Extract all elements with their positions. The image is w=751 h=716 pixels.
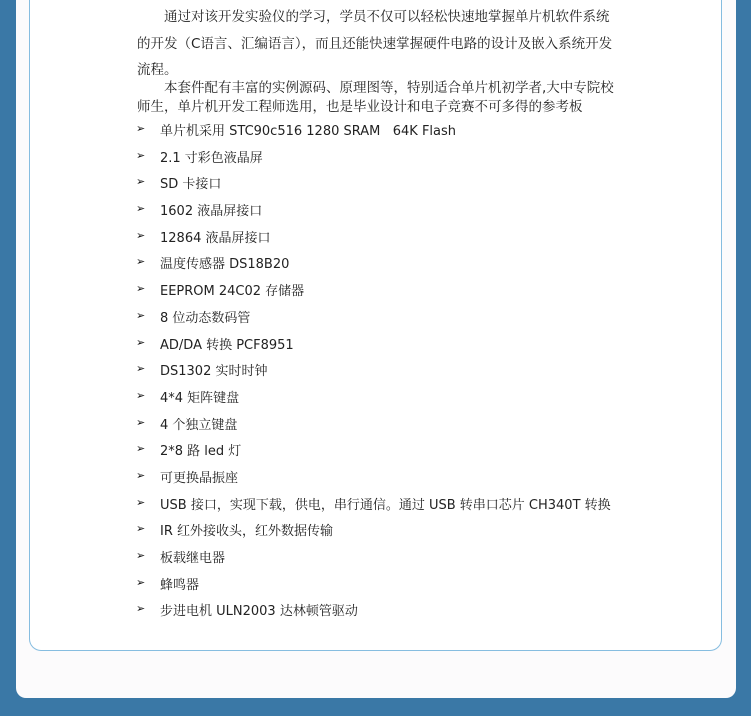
feature-list bbox=[136, 120, 611, 627]
intro-paragraph-1 bbox=[137, 4, 617, 84]
content-box bbox=[29, 0, 722, 651]
feature-text: 2.1 寸彩色液晶屏 bbox=[160, 150, 263, 166]
arrow-bullet-icon: ➢ bbox=[136, 282, 146, 296]
arrow-bullet-icon: ➢ bbox=[136, 522, 146, 536]
feature-item bbox=[136, 494, 611, 521]
feature-item bbox=[136, 387, 611, 414]
feature-text: 4*4 矩阵键盘 bbox=[160, 390, 240, 406]
arrow-bullet-icon: ➢ bbox=[136, 202, 146, 216]
feature-text: 1602 液晶屏接口 bbox=[160, 204, 263, 220]
feature-text: DS1302 实时时钟 bbox=[160, 364, 268, 380]
feature-item bbox=[136, 360, 611, 387]
feature-item bbox=[136, 574, 611, 601]
feature-text: 可更换晶振座 bbox=[160, 470, 239, 486]
arrow-bullet-icon: ➢ bbox=[136, 255, 146, 269]
arrow-bullet-icon: ➢ bbox=[136, 148, 146, 162]
arrow-bullet-icon: ➢ bbox=[136, 388, 146, 402]
feature-item bbox=[136, 227, 611, 254]
feature-text: AD/DA 转换 PCF8951 bbox=[160, 337, 294, 353]
feature-item bbox=[136, 200, 611, 227]
feature-item bbox=[136, 467, 611, 494]
arrow-bullet-icon: ➢ bbox=[136, 549, 146, 562]
feature-text: EEPROM 24C02 存储器 bbox=[160, 284, 305, 300]
arrow-bullet-icon: ➢ bbox=[136, 602, 146, 616]
arrow-bullet-icon: ➢ bbox=[136, 442, 146, 456]
feature-item bbox=[136, 440, 611, 467]
arrow-bullet-icon: ➢ bbox=[136, 362, 146, 376]
arrow-bullet-icon: ➢ bbox=[136, 415, 146, 429]
arrow-bullet-icon: ➢ bbox=[136, 495, 146, 509]
feature-text: IR 红外接收头，红外数据传输 bbox=[160, 524, 333, 540]
feature-item bbox=[136, 334, 611, 361]
feature-text: 蜂鸣器 bbox=[160, 577, 200, 593]
feature-item bbox=[136, 520, 611, 547]
arrow-bullet-icon: ➢ bbox=[136, 468, 146, 482]
feature-text: 4 个独立键盘 bbox=[160, 417, 238, 433]
feature-text: 12864 液晶屏接口 bbox=[160, 230, 271, 246]
arrow-bullet-icon: ➢ bbox=[136, 228, 146, 242]
arrow-bullet-icon: ➢ bbox=[136, 575, 146, 589]
feature-item bbox=[136, 414, 611, 441]
arrow-bullet-icon: ➢ bbox=[136, 308, 146, 322]
content-panel bbox=[16, 0, 736, 698]
feature-text: 步进电机 ULN2003 达林顿管驱动 bbox=[160, 604, 358, 620]
intro-text-1: 通过对该开发实验仪的学习，学员不仅可以轻松快速地掌握单片机软件系统的开发（C语言、汇编语言），而且还能快速掌握硬件电路的设计及嵌入系统开发流程。 bbox=[137, 9, 613, 78]
arrow-bullet-icon: ➢ bbox=[136, 122, 146, 135]
feature-item bbox=[136, 173, 611, 200]
feature-item bbox=[136, 120, 611, 147]
feature-text: USB 接口，实现下载，供电，串行通信。通过 USB 转串口芯片 CH340T 转换 bbox=[160, 497, 611, 513]
arrow-bullet-icon: ➢ bbox=[136, 175, 146, 189]
feature-text: 单片机采用 STC90c516 1280 SRAM 64K Flash bbox=[160, 124, 457, 139]
intro-text-2: 本套件配有丰富的实例源码、原理图等，特别适合单片机初学者,大中专院校师生，单片机开发工程师选用，也是毕业设计和电子竞赛不可多得的参考板 bbox=[137, 80, 614, 115]
feature-item bbox=[136, 307, 611, 334]
feature-text: 2*8 路 led 灯 bbox=[160, 444, 242, 460]
feature-text: 8 位动态数码管 bbox=[160, 310, 251, 326]
feature-item bbox=[136, 147, 611, 174]
feature-item bbox=[136, 253, 611, 280]
arrow-bullet-icon: ➢ bbox=[136, 335, 146, 349]
feature-item bbox=[136, 547, 611, 574]
intro-paragraph-2 bbox=[137, 79, 617, 116]
feature-text: 温度传感器 DS18B20 bbox=[160, 257, 290, 273]
feature-text: SD 卡接口 bbox=[160, 177, 222, 193]
feature-item bbox=[136, 600, 611, 627]
feature-item bbox=[136, 280, 611, 307]
feature-text: 板载继电器 bbox=[160, 551, 226, 566]
